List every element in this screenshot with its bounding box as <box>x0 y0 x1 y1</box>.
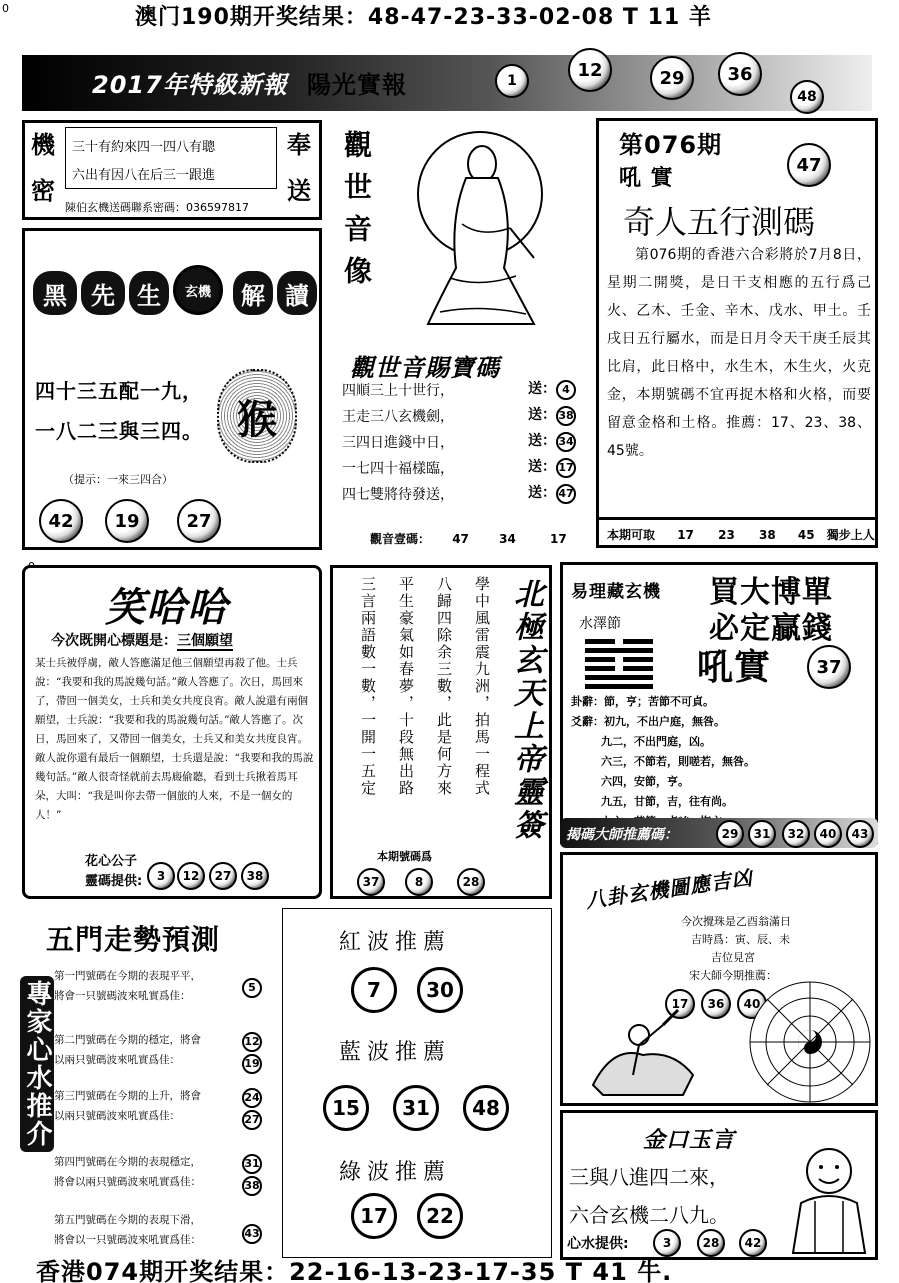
issue-body: 第076期的香港六合彩將於7月8日，星期二開獎，是日干支相應的五行爲己火、乙木、壬金、辛木、戊水、甲土。壬戌日五行屬水，而是日月令天干庚壬辰其比肩，此日格中，水生木，木生火，火克金，本期號碼不宜再捉木格和火格，而要留意金格和土格。推薦：17、23、38、45號。 <box>607 247 871 459</box>
mr-black-title-5: 解 <box>233 271 273 315</box>
yijing-big-2: 必定贏錢 <box>709 611 833 646</box>
waves-box <box>282 908 552 1258</box>
secret-box <box>22 120 322 220</box>
guanyin-title <box>338 130 374 298</box>
blue-wave-1: 15 <box>323 1085 369 1131</box>
secret-left-2: 密 <box>31 177 56 205</box>
wumen-row-num <box>242 1152 262 1174</box>
mr-black-title-2: 先 <box>81 271 125 315</box>
green-wave-label: 綠波推薦 <box>339 1160 452 1185</box>
macau-result-header: 澳门190期开奖结果：48-47-23-33-02-08 T 11 羊 <box>135 5 712 30</box>
wumen-row-line: 第五門號碼在今期的表現下滑， <box>54 1214 201 1226</box>
yijing-label: 易理藏玄機 <box>571 582 661 602</box>
bazi-ball-2: 36 <box>701 989 731 1019</box>
hexagram-line <box>585 639 653 644</box>
wumen-num: 38 <box>242 1176 262 1196</box>
secret-contact: 陳伯玄機送碼聯系密碼：036597817 <box>65 201 249 214</box>
mr-black-hint: （提示：一來三四合） <box>63 473 173 486</box>
secret-left-1: 機 <box>31 131 56 159</box>
issue-bottom-tail: 獨步上人 <box>826 528 875 542</box>
poem-col-1: 學中風雷震九洲，拍馬一程式 <box>473 576 491 797</box>
poem-code-3: 28 <box>457 868 485 896</box>
poem-col-2: 八歸四除余三數，此是何方來 <box>435 576 453 797</box>
issue-bottom-num-4: 45 <box>797 528 815 542</box>
guanyin-send-label: 送： <box>528 485 556 501</box>
guanyin-send-label: 送： <box>528 459 556 475</box>
yijing-box <box>560 562 878 844</box>
guanyin-row-text: 一七四十福樣臨， <box>342 461 454 477</box>
wumen-row-4 <box>54 1152 276 1192</box>
golden-title: 金口玉言 <box>643 1128 736 1153</box>
page-number: 0 <box>2 2 9 15</box>
guanyin-one-code-3: 17 <box>549 532 567 546</box>
issue-bottom-num-2: 23 <box>718 528 735 542</box>
secret-line-1: 三十有約來四一四八有聰 <box>72 140 216 155</box>
yijing-line-3: 九二，不出門庭，凶。 <box>601 735 711 748</box>
wumen-row-num <box>242 1174 262 1196</box>
guanyin-one-code <box>370 530 567 547</box>
laugh-box <box>22 565 322 899</box>
wumen-row-3 <box>54 1086 276 1126</box>
hexagram-line <box>585 657 653 662</box>
wumen-row-num <box>242 1030 262 1052</box>
poem-code-2: 8 <box>405 868 433 896</box>
green-wave-1: 17 <box>351 1193 397 1239</box>
laugh-code-2: 12 <box>177 862 205 890</box>
green-wave-2: 22 <box>417 1193 463 1239</box>
laugh-author: 花心公子 <box>85 854 138 869</box>
bazi-ball-3: 40 <box>737 989 767 1019</box>
wumen-row-2 <box>54 1030 276 1070</box>
golden-num-1: 3 <box>653 1229 681 1257</box>
wumen-num: 27 <box>242 1110 262 1130</box>
banner-ball-5: 48 <box>790 80 824 114</box>
wumen-num: 24 <box>242 1088 262 1108</box>
guanyin-send-label: 送： <box>528 407 556 423</box>
issue-ball: 47 <box>787 143 831 187</box>
secret-inner <box>65 127 277 189</box>
poem-col-4: 三言兩語數一數，一開一五定 <box>359 576 377 797</box>
banner-ball-2: 12 <box>568 48 612 92</box>
mr-black-title-3: 生 <box>129 271 169 315</box>
guanyin-char-4: 像 <box>340 256 373 298</box>
banner-title: 2017年特級新報 <box>92 71 288 99</box>
wumen-row-line: 將會以兩只號碼波來吼實爲佳： <box>54 1176 201 1188</box>
guanyin-row-text: 王走三八玄機劍， <box>342 409 454 425</box>
mr-black-ball-1: 42 <box>39 499 83 543</box>
yijing-line-4: 六三，不節若，則嗟若，無咎。 <box>601 755 755 768</box>
laugh-code-1: 3 <box>147 862 175 890</box>
warrior-image <box>583 1005 703 1100</box>
wumen-num: 12 <box>242 1032 262 1052</box>
wumen-row-5 <box>54 1210 276 1250</box>
wumen-row-num <box>242 1052 262 1074</box>
wumen-side: 專家心水推介 <box>20 976 54 1152</box>
bazi-title: 八卦玄機圖應吉凶 <box>584 865 755 913</box>
yijing-bottom-5: 43 <box>846 820 874 848</box>
wumen-row-line: 第三門號碼在今期的上升，將會 <box>54 1090 201 1102</box>
laugh-code-4: 38 <box>241 862 269 890</box>
golden-provider: 心水提供: <box>567 1236 629 1252</box>
guanyin-send-2 <box>528 404 578 426</box>
wumen-row-num <box>242 1086 262 1108</box>
guanyin-row-text: 四七雙將待發送， <box>342 487 454 503</box>
issue-bottom-num-3: 38 <box>758 528 776 542</box>
guanyin-one-code-2: 34 <box>499 532 516 546</box>
poem-code-1: 37 <box>357 868 385 896</box>
mr-black-poem-1: 四十三五配一九， <box>35 379 203 403</box>
wumen-row-num <box>242 1222 262 1244</box>
bazi-box <box>560 852 878 1106</box>
guanyin-send-num: 47 <box>556 484 576 504</box>
yijing-hou: 吼實 <box>697 647 772 688</box>
guanyin-char-1: 觀 <box>340 130 373 172</box>
bagua-wheel <box>747 979 873 1105</box>
golden-line-2: 六合玄機二八九。 <box>569 1203 729 1227</box>
guanyin-row-3 <box>342 432 454 452</box>
guanyin-row-text: 三四日進錢中日， <box>342 435 454 451</box>
laugh-topic-value: 三個願望 <box>177 633 233 649</box>
yijing-big-1: 買大博單 <box>709 575 833 610</box>
bazi-line-1: 今次攪珠是乙酉翁滿日 <box>681 915 791 928</box>
mr-black-box <box>22 228 322 550</box>
wumen-row-line: 將會一只號碼波來吼實爲佳： <box>54 990 191 1002</box>
guanyin-send-label: 送： <box>528 381 556 397</box>
yijing-bottom-3: 32 <box>782 820 810 848</box>
yijing-line-2: 爻辭：初九，不出户庭，無咎。 <box>571 715 725 728</box>
golden-num-2: 28 <box>697 1229 725 1257</box>
issue-box <box>596 118 878 548</box>
guanyin-char-3: 音 <box>340 214 373 256</box>
monk-image <box>785 1143 875 1257</box>
guanyin-row-5 <box>342 484 454 504</box>
red-wave-label: 紅波推薦 <box>339 930 452 955</box>
guanyin-send-num: 4 <box>556 380 576 400</box>
wumen-row-1 <box>54 966 276 1006</box>
laugh-title: 笑哈哈 <box>105 585 228 631</box>
golden-num-3: 42 <box>739 1229 767 1257</box>
guanyin-subtitle: 觀世音賜寶碼 <box>350 354 500 382</box>
guanyin-send-4 <box>528 456 578 478</box>
guanyin-send-5 <box>528 482 578 504</box>
issue-bottom-label: 本期可取 <box>607 528 656 542</box>
yijing-bottom-label: 揭碼大師推薦碼： <box>566 827 678 843</box>
hexagram-line <box>585 684 653 689</box>
red-wave-2: 30 <box>417 967 463 1013</box>
wumen-row-line: 第四門號碼在今期的表現穩定， <box>54 1156 201 1168</box>
yijing-hexagram <box>585 639 653 689</box>
wumen-num: 19 <box>242 1054 262 1074</box>
yijing-line-5: 六四，安節，亨。 <box>601 775 689 788</box>
laugh-code-label: 靈碼提供: <box>85 874 143 889</box>
blue-wave-3: 48 <box>463 1085 509 1131</box>
yijing-line-6: 九五，甘節，吉，往有尚。 <box>601 795 733 808</box>
golden-line-1: 三與八進四二來， <box>569 1165 729 1189</box>
mr-black-title-1: 黑 <box>33 271 77 315</box>
secret-right-1: 奉 <box>287 131 312 159</box>
mr-black-stamp: 猴 <box>217 369 297 463</box>
laugh-story: 某士兵被俘虜，敵人答應滿足他三個願望再殺了他。士兵說：“我要和我的馬說幾句話。”敵人答應了。次日，馬回來了，帶回一個美女，士兵和美女共度良宵。敵人說還有兩個願望，士兵說：“我要和我的馬說幾句話。”敵人答應了。次日，馬回來了，又帶回一個美女，士兵又和美女共度良宵。敵人說你還有最后一個願望，士兵還是說：“我要和我的馬說幾句話。”敵人很奇怪就前去馬廄偷聽，看到士兵揪着馬耳朵，大叫：“我是叫你去帶一個旅的人來，不是一個女的人！” <box>35 657 314 821</box>
wumen-row-line: 第一門號碼在今期的表現平平， <box>54 970 201 982</box>
mr-black-title-6: 讀 <box>277 271 317 315</box>
poem-box <box>330 565 552 899</box>
poem-vertical-title: 北極玄天上帝靈簽 <box>508 578 543 842</box>
secret-line-2: 六出有因八在后三一跟進 <box>72 168 216 183</box>
blue-wave-2: 31 <box>393 1085 439 1131</box>
wumen-num: 31 <box>242 1154 262 1174</box>
guanyin-char-2: 世 <box>340 172 373 214</box>
yijing-bottom-4: 40 <box>814 820 842 848</box>
guanyin-one-code-label: 觀音壹碼： <box>370 532 431 546</box>
wumen-row-line: 以兩只號碼波來吼實爲佳： <box>54 1054 180 1066</box>
guanyin-row-2 <box>342 406 454 426</box>
banner-title-2: 陽光實報 <box>307 71 407 99</box>
guanyin-send-1 <box>528 378 578 400</box>
golden-box <box>560 1110 878 1260</box>
yijing-bottom-1: 29 <box>716 820 744 848</box>
banner-ball-4: 36 <box>718 52 762 96</box>
guanyin-send-num: 38 <box>556 406 576 426</box>
wumen-row-line: 將會以一只號碼波來吼實爲佳： <box>54 1234 201 1246</box>
wumen-row-line: 以兩只號碼波來吼實爲佳： <box>54 1110 180 1122</box>
poem-col-3: 平生豪氣如春夢，十段無出路 <box>397 576 415 797</box>
hk-result-footer: 香港074期开奖结果：22-16-13-23-17-35 T 41 牛. <box>36 1258 673 1283</box>
blue-wave-label: 藍波推薦 <box>339 1040 452 1065</box>
bazi-line-4: 宋大師今期推薦： <box>689 969 777 982</box>
guanyin-send-num: 17 <box>556 458 576 478</box>
guanyin-send-num: 34 <box>556 432 576 452</box>
banner-ball-1: 1 <box>495 64 529 98</box>
guanyin-send-label: 送： <box>528 433 556 449</box>
issue-bottom-num-1: 17 <box>677 528 694 542</box>
issue-bottom <box>599 517 875 545</box>
yijing-bottom-2: 31 <box>748 820 776 848</box>
yijing-ball: 37 <box>807 645 851 689</box>
issue-number: 第076期 <box>619 131 723 159</box>
hexagram-line <box>585 648 653 653</box>
laugh-topic-prefix: 今次既開心標題是： <box>51 633 177 649</box>
mr-black-title-4: 玄機 <box>173 265 223 315</box>
issue-title: 奇人五行測碼 <box>623 203 816 241</box>
guanyin-row-text: 四順三上十世行， <box>342 383 454 399</box>
yijing-gua-name: 水澤節 <box>579 616 621 632</box>
wumen-num: 43 <box>242 1224 262 1244</box>
bazi-line-2: 吉時爲：寅、辰、未 <box>691 933 790 946</box>
wumen-row-num <box>242 976 262 998</box>
bazi-line-3: 吉位見宮 <box>711 951 755 964</box>
red-wave-1: 7 <box>351 967 397 1013</box>
mr-black-ball-2: 19 <box>105 499 149 543</box>
wumen-title: 五門走勢預測 <box>46 923 221 956</box>
yijing-line-1: 卦辭：節，亨；苦節不可貞。 <box>571 695 714 708</box>
secret-right-2: 送 <box>287 177 312 205</box>
wumen-row-num <box>242 1108 262 1130</box>
guanyin-row-4 <box>342 458 454 478</box>
issue-hou: 吼 實 <box>619 166 674 191</box>
guanyin-one-code-1: 47 <box>452 532 469 546</box>
banner-ball-3: 29 <box>650 56 694 100</box>
hexagram-line <box>585 666 653 671</box>
guanyin-row-1 <box>342 380 454 400</box>
hexagram-line <box>585 675 653 680</box>
laugh-topic <box>51 630 233 650</box>
laugh-code-3: 27 <box>209 862 237 890</box>
mr-black-poem-2: 一八二三與三四。 <box>35 419 203 443</box>
wumen-rows <box>54 966 276 1256</box>
guanyin-send-3 <box>528 430 578 452</box>
poem-code-label: 本期號碼爲 <box>377 850 432 863</box>
wumen-num: 5 <box>242 978 262 998</box>
wumen-row-line: 第二門號碼在今期的穩定，將會 <box>54 1034 201 1046</box>
guanyin-image <box>410 128 550 334</box>
mr-black-ball-3: 27 <box>177 499 221 543</box>
bazi-ball-1: 17 <box>665 989 695 1019</box>
